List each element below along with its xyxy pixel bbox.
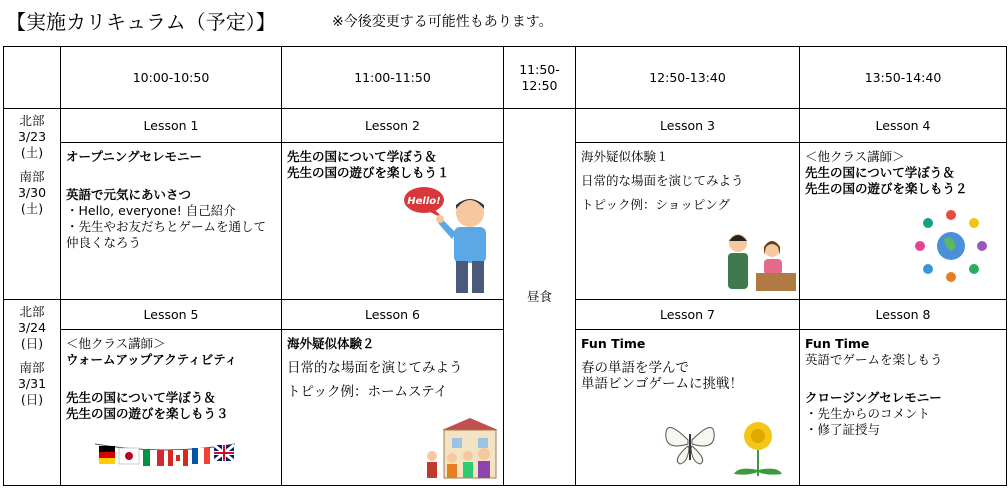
lesson-5-line-3: 先生の国について学ぼう＆ [66,390,216,405]
lunch-cell: 昼食 [504,109,576,486]
lesson-2-line-1: 先生の国について学ぼう＆ [287,149,437,164]
group2-spacer [4,352,60,360]
time-slot-2: 11:00-11:50 [282,47,504,109]
homestay-illustration [422,416,500,482]
flags-garland-illustration [95,438,235,472]
lesson-5-content [61,330,282,486]
germany-flag-icon [99,446,115,464]
japan-flag-icon [119,448,139,464]
lesson-1-line-2: 英語で元気にあいさつ [66,187,192,202]
lesson-1-line-4: ・先生やお友だちとゲームを通して [66,219,267,234]
group2-day-b: (日) [20,392,44,407]
shopping-illustration [722,229,798,295]
time-slot-lunch [504,47,576,109]
lesson-2-content [282,143,504,300]
group2-dates [4,300,61,486]
lesson-1-line-1: オープニングセレモニー [66,149,203,164]
lesson-7-label: Lesson 7 [576,300,800,330]
lesson-3-line-1: 海外疑似体験１ [581,149,669,164]
lesson-4-line-2: 先生の国について学ぼう＆ [805,165,955,180]
lesson-7-content [576,330,800,486]
group1-day-a: (土) [20,145,44,160]
dandelion-icon [734,422,782,476]
lesson-2-line-2: 先生の国の遊びを楽しもう１ [287,165,450,180]
world-friends-illustration [914,209,988,283]
time-row [4,47,1007,109]
group2-date-b: 3/31 [17,376,47,391]
lesson-5-line-2: ウォームアップアクティビティ [66,352,238,367]
lesson-6-line-1: 海外疑似体験２ [287,336,375,351]
lesson-1-line-5: 仲良くなろう [66,235,142,250]
butterfly-icon [666,427,714,464]
lesson-8-line-1: Fun Time [805,336,870,351]
teacher-greeting-illustration [404,179,500,297]
lesson-3-content [576,143,800,300]
lesson-1-label: Lesson 1 [61,109,282,143]
group2-campus-b: 南部 [19,360,45,375]
lesson-8-line-3: クロージングセレモニー [805,390,942,405]
lesson-5-line-1: ＜他クラス講師＞ [66,336,166,351]
lesson-3-line-2: 日常的な場面を演じてみよう [581,173,744,188]
lesson-4-content [800,143,1007,300]
lunch-time-end: 12:50 [521,77,558,93]
lesson-1-line-3: ・Hello, everyone! 自己紹介 [66,203,236,218]
curriculum-table [3,46,1007,486]
group1-campus-b: 南部 [19,169,45,184]
lesson-4-line-3: 先生の国の遊びを楽しもう２ [805,181,968,196]
france-flag-icon [192,448,210,464]
group1-day-b: (土) [20,201,44,216]
group2-date-a: 3/24 [17,320,47,335]
hello-bubble-text: Hello! [407,196,441,207]
group1-dates [4,109,61,300]
group2-day-a: (日) [20,336,44,351]
lesson-7-line-1: Fun Time [581,336,646,351]
corner-cell [4,47,61,109]
group1-date-b: 3/30 [17,185,47,200]
lesson-4-label: Lesson 4 [800,109,1007,143]
group1-spacer [4,161,60,169]
canada-flag-icon [168,450,188,466]
lesson-6-line-3: トピック例：ホームステイ [287,384,448,400]
lesson-1-content [61,143,282,300]
change-note: ※今後変更する可能性もあります。 [332,14,553,30]
lesson-2-label: Lesson 2 [282,109,504,143]
time-slot-3: 12:50-13:40 [576,47,800,109]
lesson-5-line-4: 先生の国の遊びを楽しもう３ [66,406,229,421]
lesson-5-label: Lesson 5 [61,300,282,330]
lesson-8-line-5: ・修了証授与 [805,422,881,437]
italy-flag-icon [143,450,164,466]
lesson-7-line-3: 単語ビンゴゲームに挑戦！ [581,376,743,392]
time-slot-1: 10:00-10:50 [61,47,282,109]
time-slot-4: 13:50-14:40 [800,47,1007,109]
group2-campus-a: 北部 [19,304,45,319]
lesson-3-line-3: トピック例：ショッピング [581,197,731,212]
page-title: 【実施カリキュラム（予定）】 [6,10,276,34]
lesson-6-line-2: 日常的な場面を演じてみよう [287,360,463,376]
lesson-4-line-1: ＜他クラス講師＞ [805,149,905,164]
group1-campus-a: 北部 [19,113,45,128]
lesson-6-label: Lesson 6 [282,300,504,330]
lesson-7-line-2: 春の単語を学んで [581,360,689,376]
group1-date-a: 3/23 [17,129,47,144]
lesson-header-row-1 [4,109,1007,143]
lunch-time-start: 11:50- [519,61,560,77]
uk-flag-icon [214,445,234,461]
lesson-8-line-2: 英語でゲームを楽しもう [805,352,943,367]
lesson-3-label: Lesson 3 [576,109,800,143]
lesson-6-content [282,330,504,486]
hello-bubble-icon [404,187,444,219]
teacher-icon [436,199,486,293]
spring-illustration [658,410,798,482]
lesson-8-label: Lesson 8 [800,300,1007,330]
lesson-8-content [800,330,1007,486]
lesson-8-line-4: ・先生からのコメント [805,406,931,421]
